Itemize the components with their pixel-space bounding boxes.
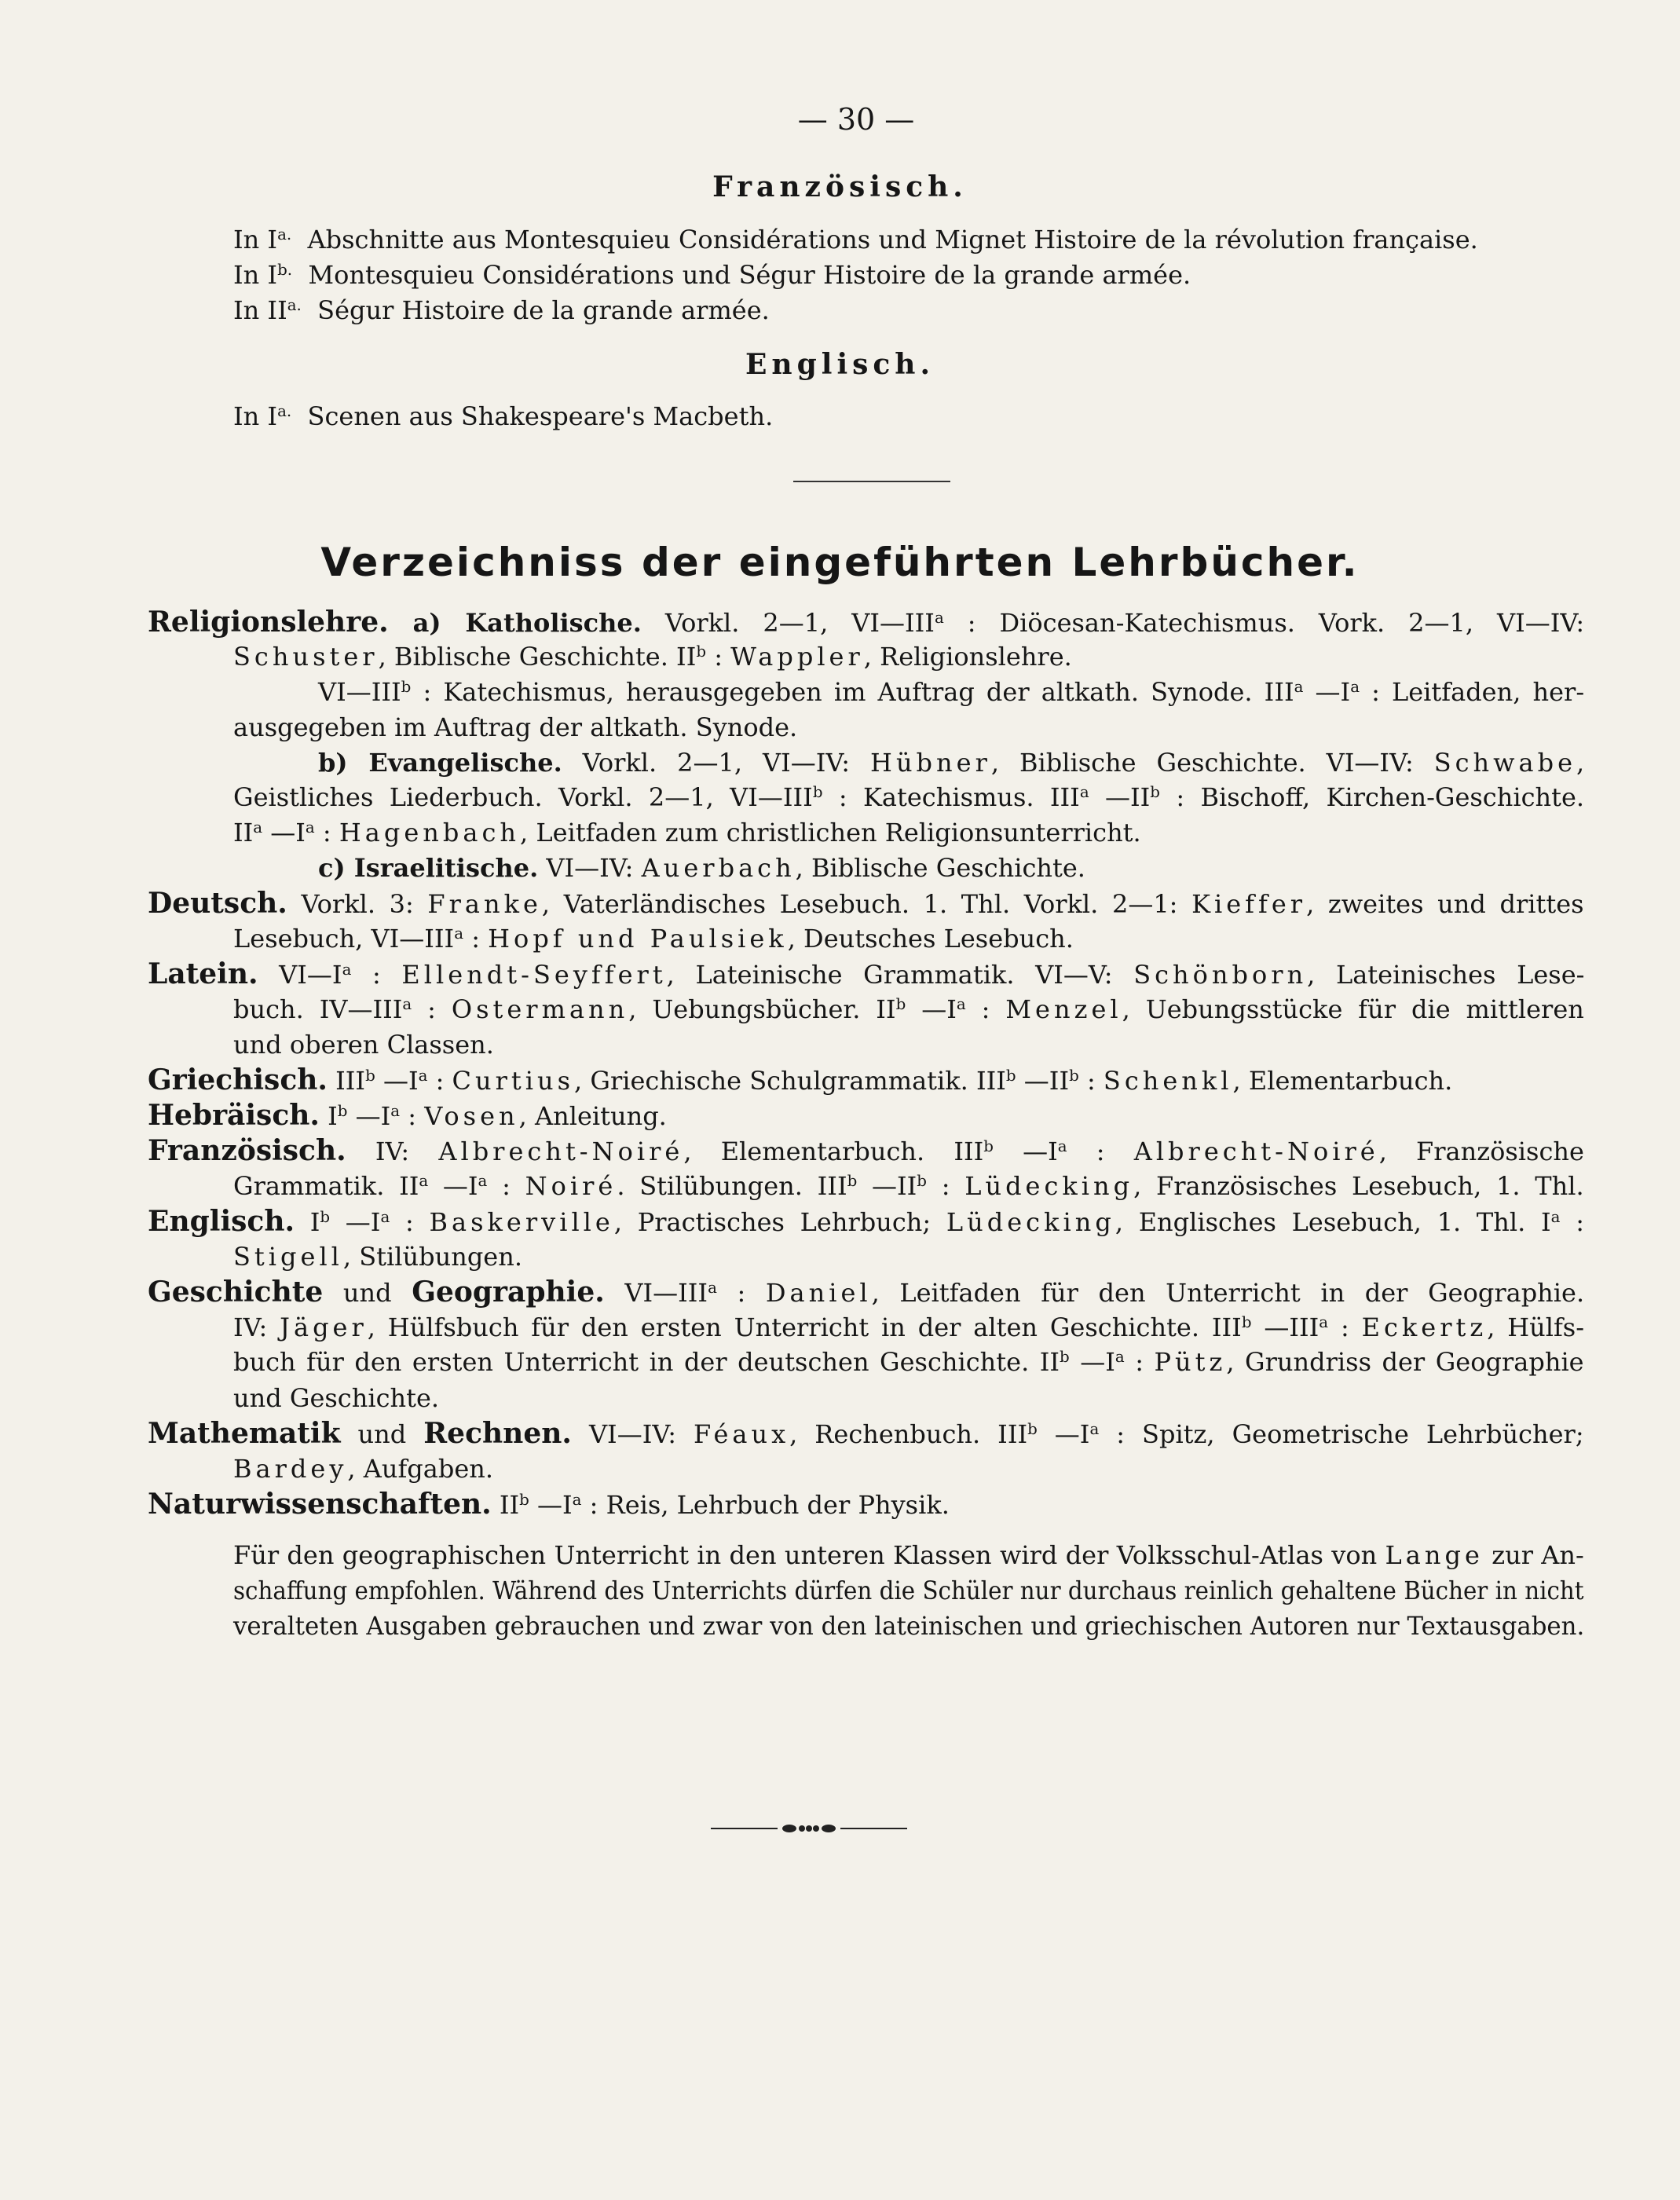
text-run: VI—III — [318, 677, 401, 707]
text-run: , — [1576, 748, 1585, 778]
text-run: ausgegeben im Auftrag der altkath. Synode. — [233, 712, 798, 742]
text-run: Lüdecking — [946, 1207, 1115, 1237]
text-run: : Katechismus. III — [822, 782, 1080, 812]
text-run: schaffung empfohlen. Während des Unterrichts dürfen die Schüler nur durchaus reinlich gehaltene Bücher in nicht — [233, 1576, 1584, 1605]
text-run: —II — [857, 1171, 917, 1201]
text-run: , Biblische Geschichte. II — [378, 642, 697, 672]
text-run: II — [491, 1490, 520, 1520]
text-run: Schenkl — [1103, 1066, 1233, 1096]
subject-heading: Geschichte — [148, 1276, 324, 1309]
text-line — [233, 817, 1141, 848]
text-line — [233, 1610, 1637, 1642]
text-line-content — [233, 641, 1072, 672]
text-run: : — [412, 994, 452, 1024]
text-run: Ostermann — [451, 994, 629, 1024]
text-line — [148, 1206, 1584, 1238]
text-run: Lange — [1385, 1540, 1484, 1570]
text-line — [148, 1276, 1584, 1309]
text-run: Vosen — [424, 1101, 519, 1131]
text-run: —II — [1089, 782, 1151, 812]
text-run: Vorkl. 2—1, VI—IV: — [562, 748, 871, 778]
class-superscript: a — [1350, 678, 1360, 697]
text-line — [318, 852, 1085, 884]
text-run: und Geschichte. — [233, 1383, 440, 1413]
text-run: VI—IV: — [571, 1419, 694, 1449]
page-number: — 30 — — [797, 102, 915, 137]
engl-line-1: In $I^{a.}$ Scenen aus Shakespeare's Macbeth. — [233, 401, 774, 431]
class-superscript: a — [1057, 1137, 1067, 1156]
text-run: , Uebungsstücke für die mittleren — [1122, 994, 1584, 1024]
text-line-content — [233, 1453, 493, 1484]
class-superscript: b — [917, 1172, 927, 1191]
text-run: , Elementarbuch. — [1232, 1066, 1453, 1096]
text-run: , Hülfs- — [1487, 1312, 1585, 1342]
text-run: —I — [428, 1171, 478, 1201]
subject-heading: Naturwissenschaften. — [148, 1488, 492, 1521]
text-run: Grammatik. II — [233, 1171, 419, 1201]
text-line — [233, 1241, 522, 1272]
class-superscript: a — [1319, 1313, 1329, 1332]
text-run: buch für den ersten Unterricht in der deutschen Geschichte. II — [233, 1347, 1060, 1377]
text-line-content — [233, 994, 1584, 1025]
main-heading: Verzeichniss der eingeführten Lehrbücher. — [320, 540, 1360, 585]
class-superscript: b — [983, 1137, 994, 1156]
text-run: veralteten Ausgaben gebrauchen und zwar von den lateinischen und griechischen Autoren nur Textausgaben. — [233, 1611, 1585, 1641]
text-run: , Vaterländisches Lesebuch. 1. Thl. Vorkl. 2—1: — [541, 889, 1192, 919]
text-run: , Französisches Lesebuch, 1. Thl. — [1133, 1171, 1584, 1201]
class-superscript: a — [402, 995, 412, 1014]
class-superscript: a — [572, 1491, 582, 1510]
text-run: : — [706, 642, 731, 672]
text-line — [233, 1170, 1584, 1202]
class-superscript: a — [1089, 1420, 1100, 1439]
class-superscript: b — [1005, 1067, 1016, 1085]
text-run: , Elementarbuch. III — [683, 1137, 984, 1166]
text-run: : Reis, Lehrbuch der Physik. — [581, 1490, 950, 1520]
subject-heading: Deutsch. — [148, 887, 287, 920]
class-superscript: a — [380, 1208, 390, 1227]
text-run: , Uebungsbücher. II — [628, 994, 896, 1024]
class-superscript: a — [454, 924, 464, 943]
text-line-content — [233, 1312, 1584, 1343]
text-line — [233, 1382, 439, 1414]
franz-line-2: In $I^{b.}$ Montesquieu Considérations und Ségur Histoire de la grande armée. — [233, 260, 1191, 290]
text-line-content — [148, 1418, 1584, 1450]
text-run: Eckertz — [1361, 1312, 1488, 1342]
text-line — [233, 641, 1072, 672]
heading-franzoesisch: Französisch. — [712, 170, 968, 203]
text-line-content — [233, 1241, 522, 1272]
text-run: Féaux — [694, 1419, 790, 1449]
text-run: I — [319, 1101, 338, 1131]
text-line — [148, 1488, 950, 1521]
text-run: , Religionslehre. — [863, 642, 1072, 672]
class-superscript: b — [401, 678, 412, 697]
text-run: zur An- — [1483, 1540, 1584, 1570]
class-superscript: b — [337, 1102, 348, 1121]
text-run: : — [487, 1171, 525, 1201]
class-superscript: a — [956, 995, 966, 1014]
text-line-content — [148, 1064, 1452, 1096]
text-run: Geistliches Liederbuch. Vorkl. 2—1, VI—III — [233, 782, 813, 812]
text-run: VI—III — [604, 1278, 708, 1308]
text-run: . Stilübungen. III — [617, 1171, 847, 1201]
text-run: , Leitfaden für den Unterricht in der Geographie. — [871, 1278, 1585, 1308]
text-line — [148, 1064, 1452, 1096]
text-line — [148, 1100, 667, 1132]
class-superscript: a — [1079, 783, 1089, 802]
text-run: : — [1124, 1347, 1155, 1377]
class-superscript: b — [895, 995, 906, 1014]
text-run: und — [340, 1419, 424, 1449]
text-run: : — [427, 1066, 452, 1096]
class-superscript: b — [365, 1067, 375, 1085]
class-superscript: a — [1115, 1348, 1125, 1367]
text-run: Lesebuch, VI—III — [233, 924, 455, 954]
text-line-content — [148, 1100, 667, 1132]
text-line-content — [233, 817, 1141, 848]
text-run: : — [1067, 1137, 1134, 1166]
text-run: —I — [993, 1137, 1058, 1166]
text-run: c) Israelitische. — [318, 853, 539, 883]
class-superscript: a — [934, 609, 944, 628]
text-run: VI—IV: — [538, 853, 642, 883]
text-run: —I — [1069, 1347, 1115, 1377]
text-line — [233, 994, 1584, 1025]
text-run: , Englisches Lesebuch, 1. Thl. I — [1115, 1207, 1551, 1237]
text-run: VI—I — [258, 960, 342, 990]
text-run: Auerbach — [641, 853, 796, 883]
text-run: , Biblische Geschichte. — [795, 853, 1085, 883]
class-superscript: a — [1550, 1208, 1561, 1227]
text-run: Hübner — [870, 748, 991, 778]
text-run: , zweites und drittes — [1306, 889, 1584, 919]
text-run: : — [1078, 1066, 1104, 1096]
class-superscript: b — [812, 783, 823, 802]
text-run: IV: — [233, 1312, 280, 1342]
text-run: b) Evangelische. — [318, 748, 562, 778]
text-line-content — [148, 606, 1584, 639]
class-superscript: b — [519, 1491, 529, 1510]
text-run: —I — [347, 1101, 391, 1131]
text-run: : Katechismus, herausgegeben im Auftrag der altkath. Synode. III — [411, 677, 1294, 707]
text-run: : Leitfaden, her- — [1360, 677, 1585, 707]
text-line-content — [233, 782, 1584, 813]
text-run: , Grundriss der Geographie — [1226, 1347, 1584, 1377]
text-run: —I — [1037, 1419, 1090, 1449]
subject-heading: Griechisch. — [148, 1063, 328, 1096]
text-line-content — [318, 852, 1085, 884]
text-run: , Griechische Schulgrammatik. III — [574, 1066, 1006, 1096]
franz-line-1: In $I^{a.}$ Abschnitte aus Montesquieu Considérations und Mignet Histoire de la révolution française. — [233, 225, 1478, 254]
text-run: , Practisches Lehrbuch; — [613, 1207, 946, 1237]
text-run: Bardey — [233, 1454, 348, 1484]
text-run: Schönborn — [1133, 960, 1308, 990]
text-run: : — [314, 818, 339, 847]
text-run: Lüdecking — [964, 1171, 1134, 1201]
text-line-content — [148, 1488, 950, 1521]
text-line — [318, 676, 1584, 708]
text-line — [148, 606, 1584, 639]
text-line-content — [148, 1206, 1584, 1238]
text-run: , Aufgaben. — [347, 1454, 494, 1484]
text-line — [148, 1418, 1584, 1450]
subject-heading: Rechnen. — [423, 1417, 572, 1450]
class-superscript: b — [320, 1208, 331, 1227]
text-run: , Stilübungen. — [342, 1242, 523, 1272]
text-run: , Biblische Geschichte. VI—IV: — [990, 748, 1434, 778]
text-run: III — [327, 1066, 366, 1096]
text-line — [233, 923, 1074, 954]
class-superscript: a — [342, 961, 352, 979]
text-run: , Deutsches Lesebuch. — [787, 924, 1074, 954]
text-run: II — [233, 818, 254, 847]
class-superscript: b — [1060, 1348, 1070, 1367]
text-run: Albrecht-Noiré — [438, 1137, 684, 1166]
class-superscript: a — [708, 1279, 717, 1298]
text-run: Schwabe — [1433, 748, 1577, 778]
text-line-content — [318, 676, 1584, 708]
text-run: Franke — [427, 889, 542, 919]
text-run: —I — [906, 994, 957, 1024]
text-run: —II — [1016, 1066, 1070, 1096]
text-line — [233, 1453, 493, 1484]
text-line — [233, 1029, 494, 1060]
text-line-content — [233, 1539, 1584, 1571]
text-run: : — [400, 1101, 425, 1131]
class-superscript: a — [418, 1067, 428, 1085]
text-line — [233, 782, 1584, 813]
text-line-content — [233, 1029, 494, 1060]
text-line — [318, 747, 1584, 778]
class-superscript: a — [478, 1172, 488, 1191]
class-superscript: a — [1294, 678, 1304, 697]
text-line-content — [233, 1170, 1584, 1202]
text-run: Schuster — [233, 642, 379, 672]
text-run: a) Katholische. — [388, 608, 642, 638]
class-superscript: b — [1150, 783, 1160, 802]
class-superscript: a — [419, 1172, 429, 1191]
class-superscript: b — [1241, 1313, 1252, 1332]
text-run: Stigell — [233, 1242, 343, 1272]
text-run: —I — [529, 1490, 573, 1520]
text-run: Jäger — [280, 1312, 368, 1342]
text-run: —I — [375, 1066, 419, 1096]
text-line-content — [233, 1346, 1584, 1378]
text-run: , Rechenbuch. III — [789, 1419, 1028, 1449]
text-run: Pütz — [1154, 1347, 1227, 1377]
text-line — [233, 1312, 1584, 1343]
text-run: : — [351, 960, 402, 990]
text-run: Hopf und Paulsiek — [488, 924, 788, 954]
text-line — [233, 1539, 1584, 1571]
text-run: : — [1560, 1207, 1584, 1237]
text-run: Für den geographischen Unterricht in den unteren Klassen wird der Volksschul-Atlas von — [233, 1540, 1385, 1570]
text-run: : — [927, 1171, 965, 1201]
class-superscript: b — [696, 642, 707, 661]
text-line — [233, 712, 797, 743]
text-run: : — [716, 1278, 766, 1308]
text-line-content — [233, 923, 1074, 954]
subject-heading: Religionslehre. — [148, 606, 389, 639]
subject-heading: Französisch. — [148, 1134, 346, 1167]
text-run: : — [1328, 1312, 1362, 1342]
text-run: , Lateinische Grammatik. VI—V: — [666, 960, 1134, 990]
heading-englisch: Englisch. — [745, 348, 935, 381]
text-run: : Bischoff, Kirchen-Geschichte. — [1159, 782, 1585, 812]
text-run: , Anleitung. — [518, 1101, 667, 1131]
text-run: —I — [1303, 677, 1351, 707]
text-line-content — [148, 958, 1584, 990]
text-run: : — [463, 924, 489, 954]
text-run: Kieffer — [1191, 889, 1307, 919]
ornament-divider — [711, 1821, 907, 1836]
text-line-content — [148, 1276, 1584, 1309]
franz-line-3: In $II^{a.}$ Ségur Histoire de la grande armée. — [233, 295, 770, 325]
subject-heading: Englisch. — [148, 1205, 295, 1238]
text-run: Baskerville — [429, 1207, 614, 1237]
text-line — [148, 888, 1584, 920]
text-run: : — [965, 994, 1006, 1024]
text-run: , Leitfaden zum christlichen Religionsunterricht. — [519, 818, 1141, 847]
text-line-content — [148, 888, 1584, 920]
text-run: : Spitz, Geometrische Lehrbücher; — [1099, 1419, 1584, 1449]
text-run: I — [295, 1207, 320, 1237]
text-line — [233, 1575, 1680, 1606]
class-superscript: b — [1069, 1067, 1079, 1085]
text-line-content — [318, 747, 1584, 778]
section-divider — [793, 481, 950, 482]
text-run: Wappler — [730, 642, 864, 672]
text-run: IV: — [346, 1137, 439, 1166]
text-run: und oberen Classen. — [233, 1030, 494, 1060]
text-run: Menzel — [1005, 994, 1122, 1024]
text-run: Ellendt-Seyffert — [401, 960, 667, 990]
text-line-content — [233, 712, 797, 743]
text-run: Vorkl. 3: — [287, 889, 428, 919]
text-run: , Französische — [1378, 1137, 1584, 1166]
text-line — [148, 958, 1584, 990]
subject-heading: Geographie. — [412, 1276, 605, 1309]
class-superscript: b — [847, 1172, 858, 1191]
text-run: Albrecht-Noiré — [1133, 1137, 1379, 1166]
text-line-content — [233, 1382, 439, 1414]
text-run: Noiré — [525, 1171, 617, 1201]
text-line-content — [233, 1610, 1584, 1642]
class-superscript: b — [1027, 1420, 1038, 1439]
subject-heading: Hebräisch. — [148, 1099, 320, 1132]
text-run: Hagenbach — [339, 818, 520, 847]
text-run: Vorkl. 2—1, VI—III — [641, 608, 935, 638]
text-line-content — [148, 1135, 1584, 1167]
text-run: —I — [262, 818, 306, 847]
subject-heading: Mathematik — [148, 1417, 341, 1450]
text-run: Daniel — [765, 1278, 872, 1308]
text-run: und — [323, 1278, 412, 1308]
text-run: , Lateinisches Lese- — [1307, 960, 1585, 990]
text-run: —III — [1251, 1312, 1319, 1342]
text-run: , Hülfsbuch für den ersten Unterricht in der alten Geschichte. III — [367, 1312, 1242, 1342]
text-run: : — [390, 1207, 430, 1237]
text-line — [148, 1135, 1584, 1167]
class-superscript: a — [305, 818, 315, 837]
subject-heading: Latein. — [148, 957, 258, 990]
text-line-content — [233, 1575, 1584, 1606]
text-run: —I — [330, 1207, 381, 1237]
class-superscript: a — [390, 1102, 401, 1121]
text-run: : Diöcesan-Katechismus. Vork. 2—1, VI—IV: — [943, 608, 1585, 638]
text-line — [233, 1346, 1584, 1378]
text-run: Curtius — [452, 1066, 575, 1096]
text-run: buch. IV—III — [233, 994, 403, 1024]
class-superscript: a — [253, 818, 263, 837]
